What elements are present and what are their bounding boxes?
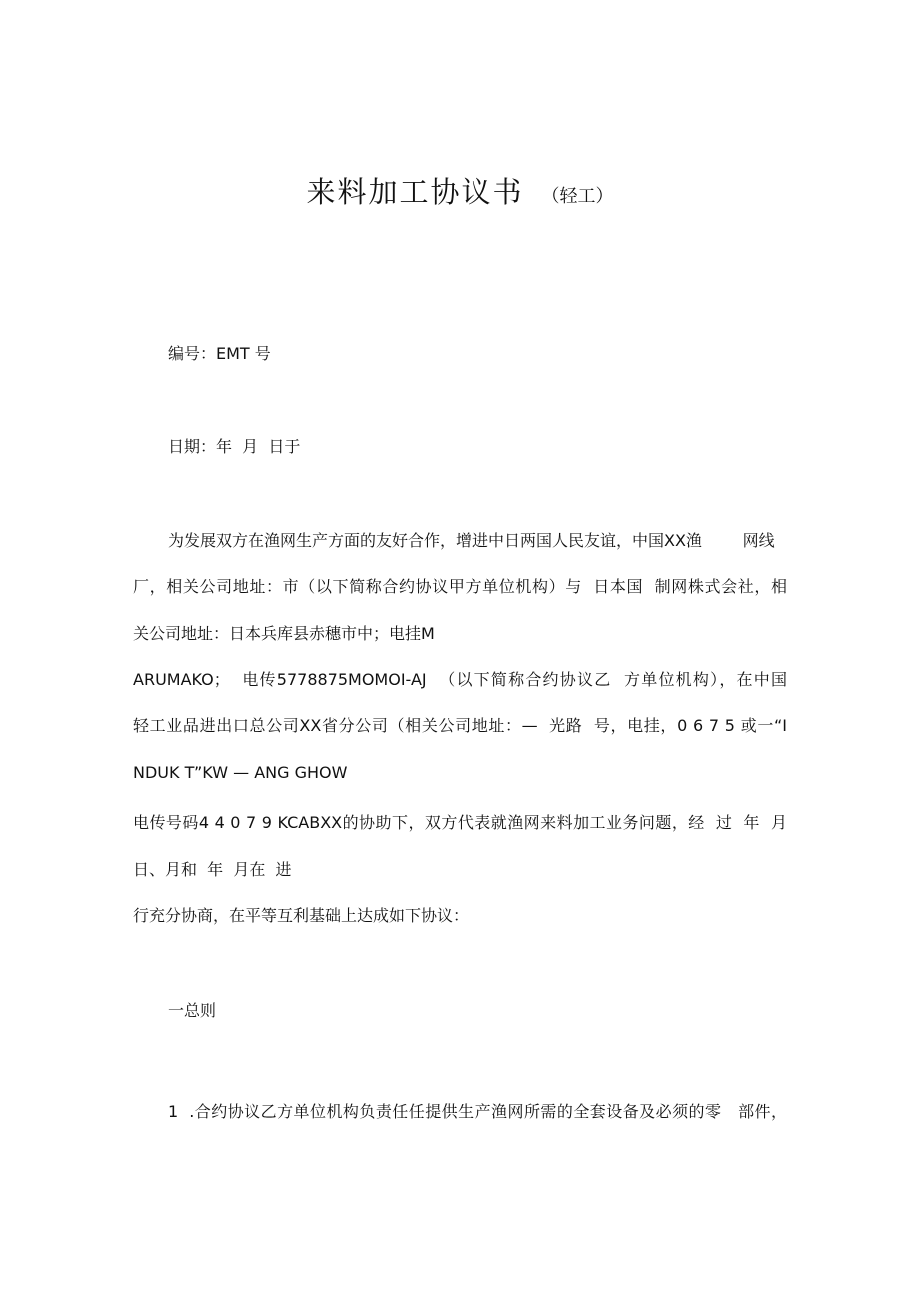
section-heading: 一总则 bbox=[168, 1001, 217, 1020]
preamble-line-2: 厂，相关公司地址：市（以下简称合约协议甲方单位机构）与 日本国 制网株式会社，相 bbox=[133, 577, 787, 596]
preamble-line-8: 日、月和 年 月在 进 bbox=[133, 860, 292, 879]
title-main: 来料加工协议书 bbox=[306, 175, 524, 209]
number-line: 编号：EMT 号 bbox=[168, 344, 271, 363]
preamble-line-7: 电传号码4 4 0 7 9 KCABXX的协助下，双方代表就渔网来料加工业务问题，经 过 年 月 bbox=[133, 813, 787, 832]
date-line: 日期：年 月 日于 bbox=[168, 437, 301, 456]
preamble-line-5: 轻工业品进出口总公司XX省分公司（相关公司地址：— 光路 号，电挂，0 6 7 5 或一“I bbox=[133, 716, 787, 735]
preamble-line-9: 行充分协商，在平等互利基础上达成如下协议： bbox=[133, 906, 470, 925]
preamble-line-4: ARUMAKO； 电传5778875MOMOI-AJ （以下简称合约协议乙 方单位机构），在中国 bbox=[133, 670, 787, 689]
title-subtitle: （轻工） bbox=[541, 186, 614, 207]
document-title bbox=[0, 170, 920, 211]
preamble-line-1: 为发展双方在渔网生产方面的友好合作，增进中日两国人民友谊，中国XX渔 网线 bbox=[168, 531, 775, 550]
preamble-line-3: 关公司地址：日本兵库县赤穗市中；电挂M bbox=[133, 624, 435, 643]
preamble-line-6: NDUK T”KW — ANG GHOW bbox=[133, 763, 348, 782]
clause-1: 1 .合约协议乙方单位机构负责任任提供生产渔网所需的全套设备及必须的零 部件， bbox=[168, 1102, 787, 1121]
